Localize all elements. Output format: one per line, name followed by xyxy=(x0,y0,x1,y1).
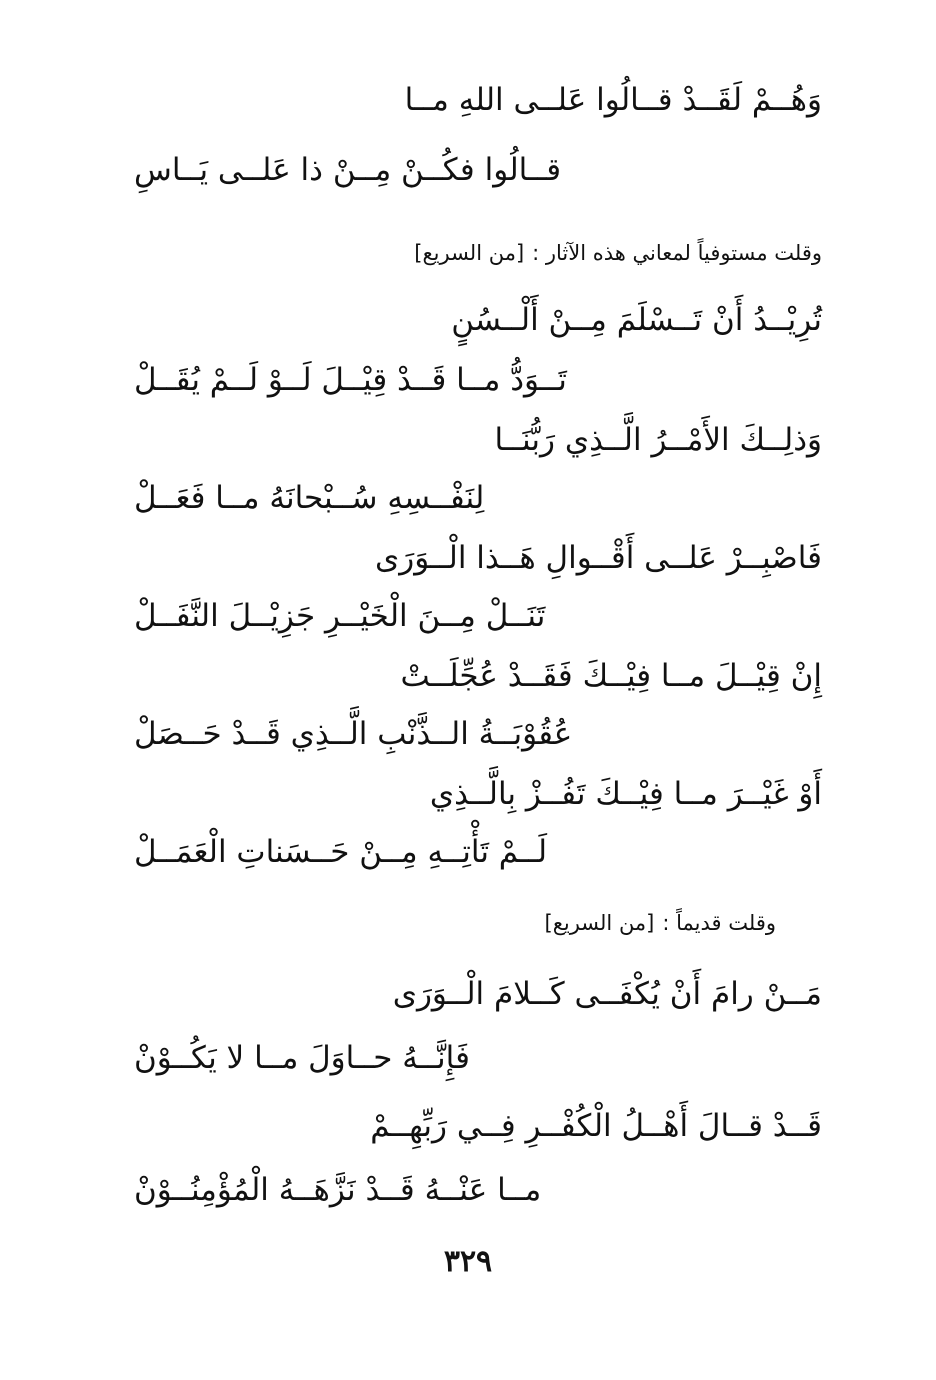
page-number: ٣٢٩ xyxy=(443,1244,493,1279)
poem-intro xyxy=(414,238,822,268)
verse-line: فَإِنَّــهُ حــاوَلَ مــا لا يَكُــوْنْ xyxy=(134,1040,470,1076)
verse-line: مَــنْ رامَ أَنْ يُكْفَــى كَــلامَ الْــوَرَى xyxy=(392,976,822,1012)
verse-line: وَذلِــكَ الأَمْــرُ الَّــذِي رَبُّنَــا xyxy=(494,422,822,458)
poem-intro xyxy=(545,908,777,938)
intro-text: وقلت قديماً : xyxy=(662,911,776,935)
verse-line: عُقُوْبَــةُ الــذَّنْبِ الَّــذِي قَــدْ حَــصَلْ xyxy=(134,716,573,752)
verse-line: أَوْ غَيْــرَ مــا فِيْــكَ تَفُــزْ بِالَّــذِي xyxy=(429,776,822,812)
intro-text: وقلت مستوفياً لمعاني هذه الآثار : xyxy=(532,241,822,265)
meter-label: [من السريع] xyxy=(544,911,655,935)
verse-line: إِنْ قِيْــلَ مــا فِيْــكَ فَقَــدْ عُجِّلَــتْ xyxy=(400,658,822,694)
verse-line: مــا عَنْــهُ قَــدْ نَزَّهَــهُ الْمُؤْمِنُــوْنْ xyxy=(134,1172,542,1208)
verse-line: لَــمْ تَأْتِــهِ مِــنْ حَــسَناتِ الْعَمَــلْ xyxy=(134,834,548,870)
verse-line: لِنَفْــسِهِ سُــبْحانَهُ مــا فَعَــلْ xyxy=(134,480,485,516)
verse-line: قــالُوا فكُــنْ مِــنْ ذا عَلــى يَــاسِ xyxy=(134,152,562,188)
verse-line: وَهُــمْ لَقَــدْ قــالُوا عَلــى اللهِ مــا xyxy=(404,82,822,118)
verse-line: فَاصْبِــرْ عَلــى أَقْــوالِ هَــذا الْــوَرَى xyxy=(374,540,822,576)
meter-label: [من السريع] xyxy=(414,241,525,265)
verse-line: تَــوَدُّ مــا قَــدْ قِيْــلَ لَــوْ لَــمْ يُقَــلْ xyxy=(134,362,567,398)
verse-line: قَــدْ قــالَ أَهْــلُ الْكُفْــرِ فِــي رَبِّهِــمْ xyxy=(370,1108,822,1144)
verse-line: تُرِيْــدُ أَنْ تَــسْلَمَ مِــنْ أَلْــسُنٍ xyxy=(451,302,822,338)
verse-line: تَنَــلْ مِــنَ الْخَيْــرِ جَزِيْــلَ النَّفَــلْ xyxy=(134,598,546,634)
